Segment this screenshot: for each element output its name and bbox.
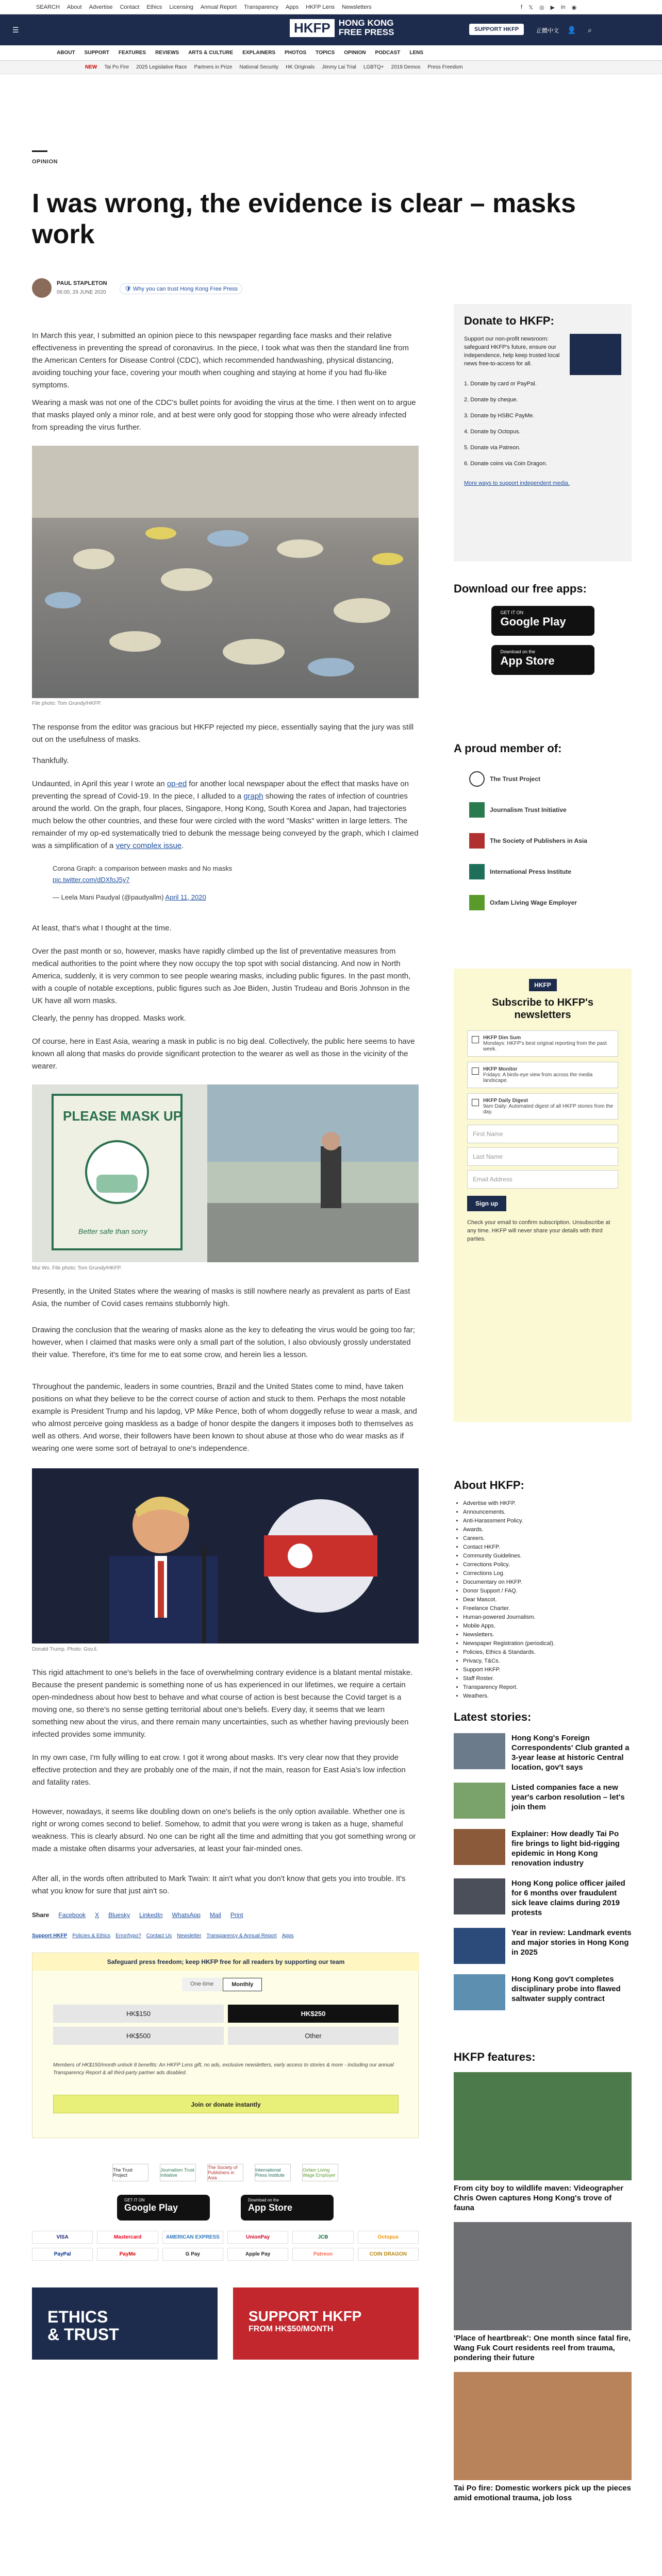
ipi-logo[interactable]: International Press Institute — [469, 856, 632, 887]
subscribe-note: Check your email to confirm subscription. Unsubscribe at any time. HKFP will never share your details with third parties. — [467, 1219, 610, 1242]
donate-box — [32, 1953, 419, 2138]
footer-jti-logo[interactable]: Journalism Trust Initiative — [160, 2164, 196, 2181]
applepay-icon: Apple Pay — [227, 2248, 288, 2261]
apps-title: Download our free apps: — [454, 582, 587, 595]
youtube-icon[interactable]: ▶ — [550, 5, 555, 11]
amount-other[interactable]: Other — [228, 2027, 399, 2045]
site-logo[interactable]: HKFP HONG KONG FREE PRESS — [290, 19, 394, 37]
story-item[interactable]: Listed companies face a new year's carbon resolution – let's join them — [454, 1783, 632, 1819]
visa-icon: VISA — [32, 2231, 93, 2244]
paypal-icon: PayPal — [32, 2248, 93, 2261]
footer-sopa-logo[interactable]: The Society of Publishers in Asia — [207, 2164, 243, 2181]
about-item[interactable]: • Corrections Policy. — [463, 1561, 632, 1569]
trust-link[interactable]: 🛡 Why you can trust Hong Kong Free Press — [120, 283, 242, 294]
footer-ipi-logo[interactable]: International Press Institute — [255, 2164, 291, 2181]
nav-arts[interactable]: ARTS & CULTURE — [188, 50, 234, 56]
newsletter-link[interactable]: Newsletter — [177, 1933, 202, 1939]
logo-line1: HONG KONG — [338, 18, 394, 28]
author-avatar[interactable] — [32, 278, 52, 298]
paragraph: In March this year, I submitted an opinion piece to this newspaper regarding face masks and their relative effectiveness in preventing the spread of coronavirus. In the piece, I took what was then the standard line from the American Centers for Disease Control (CDC), which recommended handwashing, physical distancing, avoiding touching your face, covering your mouth when coughing and staying at home if you had flu-like symptoms. — [32, 331, 409, 389]
tweet-pic-link[interactable]: pic.twitter.com/dDXfoJ5y7 — [53, 876, 130, 884]
story-item[interactable]: Hong Kong gov't completes disciplinary probe into flawed saltwater supply contract — [454, 1974, 632, 2010]
about-item[interactable]: • Advertise with HKFP. — [463, 1499, 632, 1508]
donate-coin-link[interactable]: 6. Donate coins via Coin Dragon. — [464, 456, 621, 472]
subscribe-title: Subscribe to HKFP's newsletters — [491, 997, 593, 1021]
paragraph: Wearing a mask was not one of the CDC's bullet points for avoiding the virus at the time. I then went on to argue that masks played only a minor role, and at best were only good for stopping those who were already infected from spreading the virus further. — [32, 398, 416, 432]
footer-app-badges — [32, 2195, 419, 2221]
about-sidebar — [454, 1479, 632, 1701]
transparency-report-link[interactable]: Transparency & Annual Report — [206, 1933, 277, 1939]
trending-item[interactable]: 2019 Demos — [391, 64, 421, 70]
language-switch[interactable]: 正體中文 — [536, 28, 559, 34]
about-item[interactable]: • Staff Roster. — [463, 1674, 632, 1683]
about-item[interactable]: • Newsletters. — [463, 1631, 632, 1639]
search-link[interactable]: SEARCH — [36, 4, 60, 10]
nav-explainers[interactable]: EXPLAINERS — [242, 50, 276, 56]
gpay-icon: G Pay — [162, 2248, 223, 2261]
paragraph: At least, that's what I thought at the time. — [32, 924, 172, 933]
app-store-badge[interactable]: Download on the App Store — [491, 645, 594, 675]
amount-250[interactable]: HK$250 — [228, 2005, 399, 2023]
newsletter-sidebar — [454, 969, 632, 1422]
embedded-tweet — [53, 863, 413, 903]
share-bluesky[interactable]: Bluesky — [108, 1911, 130, 1919]
donate-title: Donate to HKFP: — [464, 314, 554, 327]
amex-icon: AMERICAN EXPRESS — [162, 2231, 223, 2244]
about-item[interactable]: • Corrections Log. — [463, 1569, 632, 1578]
story-thumbnail — [454, 1783, 505, 1819]
more-ways-link[interactable]: More ways to support independent media. — [464, 480, 570, 486]
ethics-link[interactable]: Ethics — [146, 4, 162, 10]
trump-photo — [32, 1468, 419, 1643]
apps-link[interactable]: Apps — [282, 1933, 294, 1939]
footer-google-play-badge[interactable]: GET IT ON Google Play — [117, 2195, 210, 2221]
tab-one-time[interactable]: One-time — [182, 1978, 222, 1991]
contact-link[interactable]: Contact — [120, 4, 140, 10]
email-input[interactable]: Email Address — [467, 1170, 618, 1189]
join-donate-button[interactable]: Join or donate instantly — [53, 2095, 399, 2113]
story-item[interactable]: Hong Kong's Foreign Correspondents' Club granted a 3-year lease at historic Central location, gov't says — [454, 1733, 632, 1772]
author-name[interactable]: PAUL STAPLETON — [57, 280, 107, 286]
about-item[interactable]: • Careers. — [463, 1534, 632, 1543]
instagram-icon[interactable]: ◎ — [539, 5, 544, 11]
feature-item[interactable]: 'Place of heartbreak': One month since fatal fire, Wang Fuk Court residents reel from trauma, pondering their future — [454, 2222, 632, 2363]
paragraph: Undaunted, in April this year I wrote an op-ed for another local newspaper about the effect that masks have on preventing the spread of Covid-19. In the piece, I alluded to a graph showing the rates of infection of countries around the world. On the graph, four places, Singapore, Hong Kong, South Korea and Japan, had trajectories much below the other countries, and these four were circled with the word "Masks" written in large letters. The remainder of my op-ed systematically tried to debunk the message being conveyed by the graph, which I claimed was a simplification of a very complex issue. — [32, 779, 419, 850]
about-item[interactable]: • Anti-Harassment Policy. — [463, 1517, 632, 1526]
nav-podcast[interactable]: PODCAST — [375, 50, 401, 56]
shield-icon: 🛡 — [124, 286, 134, 292]
about-item[interactable]: • Awards. — [463, 1526, 632, 1534]
patreon-icon: Patreon — [292, 2248, 353, 2261]
member-title: A proud member of: — [454, 742, 562, 755]
utility-bar — [0, 0, 662, 14]
trending-item[interactable]: LGBTQ+ — [363, 64, 384, 70]
checkbox[interactable] — [472, 1099, 479, 1106]
about-link[interactable]: About — [67, 4, 82, 10]
features-title: HKFP features: — [454, 2050, 536, 2063]
support-hkfp-link[interactable]: Support HKFP — [32, 1933, 68, 1939]
paragraph: Drawing the conclusion that the wearing of masks alone as the key to defeating the virus would be going too far; however, when I claimed that masks were only a small part of the solution, I also obviously grossly understated their value. Therefore, it's time for me to eat some crow, and herein lies a lesson. — [32, 1326, 415, 1359]
paragraph: Over the past month or so, however, masks have rapidly climbed up the list of preventative measures from medical authorities to the point where they now occupy the top spot with social distancing. And now in North America, suddenly, it is very common to see people wearing masks, including public figures. In the past month, with a couple of notable exceptions, public figures such as Joe Biden, Justin Trudeau and Boris Johnson in the UK have all worn masks. — [32, 947, 411, 1005]
sign-subtitle: Better safe than sorry — [78, 1227, 147, 1235]
utility-links — [36, 4, 372, 10]
latest-title: Latest stories: — [454, 1710, 532, 1723]
newsletter-logo: HKFP — [529, 979, 557, 991]
trending-item[interactable]: HK Originals — [286, 64, 315, 70]
transparency-link[interactable]: Transparency — [244, 4, 278, 10]
google-play-badge[interactable]: GET IT ON Google Play — [491, 606, 594, 636]
x-icon[interactable]: 𝕏 — [528, 5, 533, 11]
amount-500[interactable]: HK$500 — [53, 2027, 224, 2045]
about-item[interactable]: • Documentary on HKFP. — [463, 1578, 632, 1587]
main-nav — [0, 45, 662, 61]
share-x[interactable]: X — [95, 1911, 100, 1919]
support-hkfp-button[interactable]: SUPPORT HKFP — [469, 24, 524, 35]
paragraph: In my own case, I'm fully willing to eat crow. I got it wrong about masks. It's very clear now that they provide effective protection and they are probably one of the main, if not the main, reason for East Asia's low infection and fatality rates. — [32, 1753, 406, 1787]
image-caption: Donald Trump. Photo: Gov.il. — [32, 1647, 98, 1652]
story-thumbnail — [454, 1733, 505, 1769]
checkbox[interactable] — [472, 1036, 479, 1043]
latest-stories — [454, 1710, 632, 2021]
facebook-icon[interactable]: f — [521, 4, 523, 10]
discarded-masks-illustration — [32, 446, 419, 698]
about-item[interactable]: • Contact HKFP. — [463, 1543, 632, 1552]
about-list — [454, 1499, 632, 1701]
footer-member-logos — [32, 2164, 419, 2181]
paragraph: This rigid attachment to one's beliefs in the face of overwhelming contrary evidence is a blatant mental mistake. Because the present pandemic is something none of us has experienced in our lifetimes, we require a certain open-mindedness about how best to behave and what course of action is best because the Covid target is a moving one, so there's no sense getting territorial about one's beliefs. Every day, it seems that we learn something new about the virus, and there remain many uncertainties, such as whether having previously been infected provides some immunity. — [32, 1668, 413, 1739]
about-item[interactable]: • Donor Support / FAQ. — [463, 1587, 632, 1596]
trending-item[interactable]: National Security — [239, 64, 279, 70]
footer-app-store-badge[interactable]: Download on the App Store — [241, 2195, 334, 2221]
nav-features[interactable]: FEATURES — [118, 50, 146, 56]
trending-item[interactable]: Tai Po Fire — [104, 64, 129, 70]
paragraph: Throughout the pandemic, leaders in some countries, Brazil and the United States come to mind, have taken positions on what they believe to be the correct course of action and stuck to them. Perhaps the most notable example is President Trump and his lapdog, VP Mike Pence, both of whom doggedly refuse to wear a mask, and who almost perceive going maskless as a badge of honor despite the dangers it imposes both to themselves as well as others. And worse, their followers have been known to shout abuse at those who do wear masks as if wearing one were some sort of betrayal to one's independence. — [32, 1382, 417, 1453]
feature-image — [454, 2372, 632, 2480]
story-thumbnail — [454, 1928, 505, 1964]
licensing-link[interactable]: Licensing — [169, 4, 193, 10]
share-linkedin[interactable]: LinkedIn — [139, 1911, 163, 1919]
support-links — [32, 1933, 419, 1939]
unionpay-icon: UnionPay — [227, 2231, 288, 2244]
trump-illustration — [32, 1468, 419, 1643]
about-item[interactable]: • Transparency Report. — [463, 1683, 632, 1692]
newsletter-option[interactable]: HKFP Dim Sum Mondays: HKFP's best original reporting from the past week. — [467, 1030, 618, 1057]
about-item[interactable]: • Newspaper Registration (periodical). — [463, 1639, 632, 1648]
apps-link[interactable]: Apps — [286, 4, 299, 10]
tweet-author: — Leela Mani Paudyal (@paudyallm) — [53, 893, 166, 901]
about-item[interactable]: • Policies, Ethics & Standards. — [463, 1648, 632, 1657]
trending-item[interactable]: 2025 Legislative Race — [136, 64, 187, 70]
footer-oxfam-logo[interactable]: Oxfam Living Wage Employer — [302, 2164, 338, 2181]
trending-bar — [0, 61, 662, 74]
paragraph: Thankfully. — [32, 756, 69, 765]
donate-sidebar — [454, 304, 632, 562]
donate-options — [464, 376, 621, 472]
byline — [32, 278, 424, 301]
story-item[interactable]: Hong Kong police officer jailed for 6 months over fraudulent sick leave claims during 2019 protests — [454, 1878, 632, 1918]
about-item[interactable]: • Freelance Charter. — [463, 1604, 632, 1613]
story-thumbnail — [454, 1974, 505, 2010]
search-icon[interactable]: ⌕ — [588, 26, 592, 34]
story-thumbnail — [454, 1878, 505, 1914]
paragraph: Clearly, the penny has dropped. Masks work. — [32, 1014, 187, 1023]
nav-lens[interactable]: LENS — [409, 50, 424, 56]
nav-reviews[interactable]: REVIEWS — [155, 50, 179, 56]
nav-photos[interactable]: PHOTOS — [285, 50, 307, 56]
story-thumbnail — [454, 1829, 505, 1865]
share-print[interactable]: Print — [230, 1911, 243, 1919]
op-ed-link[interactable]: op-ed — [167, 779, 187, 788]
feature-image — [454, 2222, 632, 2330]
checkbox[interactable] — [472, 1067, 479, 1075]
tweet-date-link[interactable]: April 11, 2020 — [165, 893, 206, 901]
frequency-tabs — [182, 1978, 262, 1991]
donate-card-link[interactable]: 1. Donate by card or PayPal. — [464, 376, 621, 392]
trending-new-label: NEW — [85, 64, 97, 70]
jcb-icon: JCB — [292, 2231, 353, 2244]
about-item[interactable]: • Announcements. — [463, 1508, 632, 1517]
feature-image — [454, 2072, 632, 2180]
nav-opinion[interactable]: OPINION — [344, 50, 366, 56]
newsletter-option[interactable]: HKFP Daily Digest 9am Daily: Automated digest of all HKFP stories from the day. — [467, 1093, 618, 1120]
sopa-logo[interactable]: The Society of Publishers in Asia — [469, 825, 632, 856]
tab-monthly[interactable]: Monthly — [223, 1978, 262, 1991]
octopus-icon: Octopus — [358, 2231, 419, 2244]
amount-options — [53, 2005, 399, 2045]
about-item[interactable]: • Mobile Apps. — [463, 1622, 632, 1631]
about-item[interactable]: • Community Guidelines. — [463, 1552, 632, 1561]
jti-logo[interactable]: Journalism Trust Initiative — [469, 794, 632, 825]
story-item[interactable]: Explainer: How deadly Tai Po fire brings to light bid-rigging epidemic in Hong Kong renovation industry — [454, 1829, 632, 1868]
donate-payme-link[interactable]: 3. Donate by HSBC PayMe. — [464, 408, 621, 424]
trending-item[interactable]: Jimmy Lai Trial — [322, 64, 356, 70]
share-whatsapp[interactable]: WhatsApp — [172, 1911, 201, 1919]
donate-hkfp-image — [570, 334, 621, 375]
nav-support[interactable]: SUPPORT — [84, 50, 109, 56]
member-sidebar — [454, 742, 632, 918]
coin-dragon-icon: COIN DRAGON — [358, 2248, 419, 2261]
article-category[interactable]: OPINION — [32, 159, 58, 165]
article-headline: I was wrong, the evidence is clear – masks work — [32, 189, 576, 249]
error-link[interactable]: Error/typo? — [115, 1933, 141, 1939]
about-item[interactable]: • Human-powered Journalism. — [463, 1613, 632, 1622]
about-item[interactable]: • Dear Mascot. — [463, 1596, 632, 1604]
donate-intro: Support our non-profit newsroom: safeguard HKFP's future, ensure our independence, help keep trusted local news free-to-access for all. — [464, 336, 560, 367]
donate-banner: Safeguard press freedom; keep HKFP free for all readers by supporting our team — [32, 1953, 419, 1971]
feature-item[interactable]: Tai Po fire: Domestic workers pick up the pieces amid emotional trauma, job loss — [454, 2372, 632, 2503]
paragraph: However, nowadays, it seems like doubling down on one's beliefs is the only option available. Whether one is right or wrong comes second to belief. Somehow, to admit that you were wrong is taken as a huge, shameful weakness. This is clearly absurd. No one can be right all the time and admitting that you got something wrong or made a mistake often disarms your adversaries, at least your fair-minded ones. — [32, 1807, 416, 1853]
apps-sidebar — [454, 582, 632, 675]
trending-item[interactable]: Partners in Prize — [194, 64, 233, 70]
first-name-input[interactable]: First Name — [467, 1125, 618, 1143]
policies-link[interactable]: Policies & Ethics — [72, 1933, 111, 1939]
social-icons — [521, 4, 576, 11]
trending-item[interactable]: Press Freedom — [427, 64, 463, 70]
amount-150[interactable]: HK$150 — [53, 2005, 224, 2023]
image-caption: File photo: Tom Grundy/HKFP. — [32, 701, 102, 706]
logo-line2: FREE PRESS — [338, 27, 394, 37]
about-item[interactable]: • Weathers. — [463, 1692, 632, 1701]
last-name-input[interactable]: Last Name — [467, 1147, 618, 1166]
mask-sign-illustration — [32, 1084, 419, 1262]
payme-icon: PayMe — [97, 2248, 158, 2261]
donate-octopus-link[interactable]: 4. Donate by Octopus. — [464, 424, 621, 440]
footer-trust-project-logo[interactable]: The Trust Project — [112, 2164, 148, 2181]
oxfam-logo[interactable]: Oxfam Living Wage Employer — [469, 887, 632, 918]
image-caption: Mui Wo. File photo: Tom Grundy/HKFP. — [32, 1265, 122, 1271]
about-item[interactable]: • Privacy, T&Cs. — [463, 1657, 632, 1666]
share-facebook[interactable]: Facebook — [58, 1911, 86, 1919]
mask-sign-photo — [32, 1084, 419, 1262]
feature-item[interactable]: From city boy to wildlife maven: Videographer Chris Owen captures Hong Kong's trove of fauna — [454, 2072, 632, 2213]
about-item[interactable]: • Support HKFP. — [463, 1666, 632, 1674]
paragraph: After all, in the words often attributed to Mark Twain: It ain't what you don't know that gets you into trouble. It's what you know for sure that just ain't so. — [32, 1874, 406, 1895]
complex-issue-link[interactable]: very complex issue — [115, 841, 182, 850]
nav-topics[interactable]: TOPICS — [316, 50, 335, 56]
about-title: About HKFP: — [454, 1479, 524, 1492]
category-rule — [32, 150, 47, 152]
newsletters-link[interactable]: Newsletters — [342, 4, 372, 10]
story-item[interactable]: Year in review: Landmark events and major stories in Hong Kong in 2025 — [454, 1928, 632, 1964]
trust-project-logo[interactable]: The Trust Project — [469, 764, 632, 794]
user-icon[interactable]: 👤 — [567, 26, 576, 34]
share-label: Share — [32, 1911, 49, 1919]
sign-title: PLEASE MASK UP — [63, 1108, 183, 1124]
linkedin-icon[interactable]: in — [561, 4, 566, 10]
share-bar — [32, 1911, 419, 1919]
paragraph: Of course, here in East Asia, wearing a mask in public is no big deal. Collectively, the public here seems to have known all along that masks do provide significant protection to the wearer as well as those in the vicinity of the wearer. — [32, 1037, 415, 1071]
sign-up-button[interactable]: Sign up — [467, 1196, 506, 1211]
graph-link[interactable]: graph — [243, 792, 263, 801]
advertise-link[interactable]: Advertise — [89, 4, 113, 10]
donate-cheque-link[interactable]: 2. Donate by cheque. — [464, 392, 621, 408]
mastercard-icon: Mastercard — [97, 2231, 158, 2244]
members-text: Members of HK$150/month unlock 8 benefits: An HKFP Lens gift, no ads, exclusive newsletters, early access to stories & more - including our annual Transparency Report & all third-party partner ads disabled. — [53, 2062, 394, 2076]
article-date: 06:00, 29 JUNE 2020 — [57, 290, 106, 295]
paragraph: The response from the editor was gracious but HKFP rejected my piece, essentially saying that the jury was still out on the usefulness of masks. — [32, 723, 414, 744]
masks-photo — [32, 446, 419, 698]
contact-us-link[interactable]: Contact Us — [146, 1933, 172, 1939]
rss-icon[interactable]: ◉ — [571, 5, 577, 11]
menu-icon[interactable]: ☰ — [12, 26, 19, 34]
donate-patreon-link[interactable]: 5. Donate via Patreon. — [464, 440, 621, 456]
lens-link[interactable]: HKFP Lens — [306, 4, 335, 10]
masthead — [0, 14, 662, 45]
newsletter-option[interactable]: HKFP Monitor Fridays: A birds-eye view from across the media landscape. — [467, 1062, 618, 1088]
annual-report-link[interactable]: Annual Report — [200, 4, 237, 10]
payment-methods — [32, 2231, 419, 2261]
tweet-text: Corona Graph: a comparison between masks and No masks — [53, 865, 233, 872]
support-hkfp-banner[interactable]: SUPPORT HKFP FROM HK$50/MONTH — [233, 2287, 419, 2360]
features-sidebar — [454, 2050, 632, 2512]
paragraph: Presently, in the United States where the wearing of masks is still nowhere nearly as prevalent as parts of East Asia, the number of Covid cases remains stubbornly high. — [32, 1287, 410, 1308]
ethics-trust-banner[interactable]: ETHICS & TRUST — [32, 2287, 218, 2360]
share-mail[interactable]: Mail — [209, 1911, 221, 1919]
nav-about[interactable]: ABOUT — [57, 50, 75, 56]
